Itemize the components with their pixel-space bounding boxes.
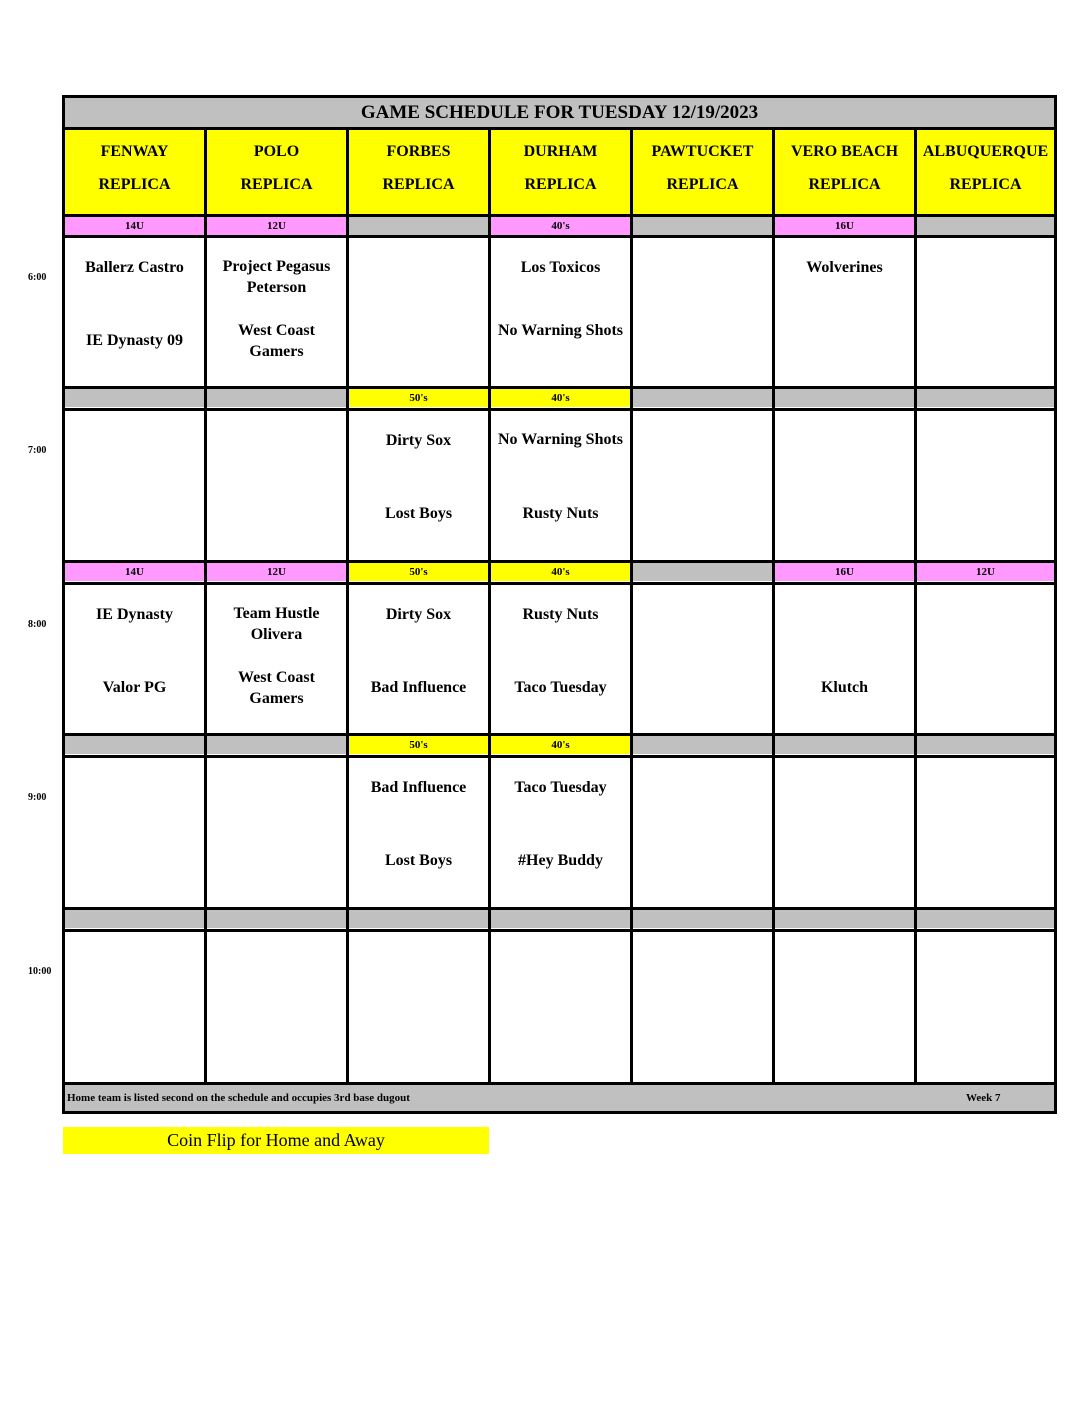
home-team: IE Dynasty 09 — [86, 332, 183, 349]
division-band — [917, 217, 1054, 235]
field-name: FORBES — [386, 143, 451, 160]
time-label: 6:00 — [28, 272, 47, 283]
grid-line — [65, 907, 1054, 910]
game-cell — [775, 758, 914, 904]
division-band: 16U — [775, 217, 914, 235]
time-label: 10:00 — [28, 966, 52, 977]
home-team: Taco Tuesday — [514, 679, 607, 696]
game-cell — [775, 585, 914, 731]
division-band — [349, 910, 488, 928]
grid-line — [65, 733, 1054, 736]
game-cell — [775, 411, 914, 557]
grid-line — [65, 560, 1054, 563]
division-band — [65, 910, 204, 928]
division-band — [633, 389, 772, 407]
division-band — [633, 736, 772, 754]
division-band — [917, 389, 1054, 407]
schedule-title: GAME SCHEDULE FOR TUESDAY 12/19/2023 — [65, 98, 1054, 130]
game-cell — [491, 758, 630, 904]
division-band: 40's — [491, 563, 630, 581]
field-sub: REPLICA — [524, 176, 597, 193]
grid-line — [65, 386, 1054, 389]
field-header-pawtucket — [633, 130, 772, 216]
division-band — [349, 217, 488, 235]
division-band: 12U — [917, 563, 1054, 581]
division-band: 12U — [207, 217, 346, 235]
grid-line — [772, 127, 775, 1082]
game-cell — [633, 585, 772, 731]
time-label: 8:00 — [28, 619, 47, 630]
game-cell — [491, 238, 630, 384]
division-band: 14U — [65, 217, 204, 235]
game-cell — [207, 411, 346, 557]
game-cell — [349, 932, 488, 1078]
division-band: 14U — [65, 563, 204, 581]
game-cell — [207, 585, 346, 731]
field-header-albuquerque — [917, 130, 1054, 216]
game-cell — [917, 932, 1054, 1078]
away-team: Dirty Sox — [385, 432, 452, 449]
field-header-vero-beach — [775, 130, 914, 216]
grid-line — [346, 127, 349, 1082]
division-band — [633, 217, 772, 235]
away-team: Ballerz Castro — [85, 259, 184, 276]
field-sub: REPLICA — [98, 176, 171, 193]
division-band: 12U — [207, 563, 346, 581]
game-cell — [349, 238, 488, 384]
game-cell — [207, 932, 346, 1078]
field-name: VERO BEACH — [790, 143, 899, 160]
game-cell — [65, 585, 204, 731]
away-team: Wolverines — [806, 259, 883, 276]
grid-line — [65, 235, 1054, 238]
grid-line — [630, 127, 633, 1082]
field-header-fenway — [65, 130, 204, 216]
field-sub: REPLICA — [808, 176, 881, 193]
field-name: FENWAY — [100, 143, 169, 160]
away-team: IE Dynasty — [96, 606, 173, 623]
schedule-table — [62, 95, 1057, 1114]
division-band — [633, 910, 772, 928]
game-cell — [633, 238, 772, 384]
game-cell — [349, 585, 488, 731]
home-team: #Hey Buddy — [518, 852, 603, 869]
away-team: Rusty Nuts — [522, 606, 599, 623]
field-header-forbes — [349, 130, 488, 216]
division-band — [207, 910, 346, 928]
field-sub: REPLICA — [382, 176, 455, 193]
game-cell — [491, 932, 630, 1078]
game-cell — [633, 758, 772, 904]
division-band: 50's — [349, 563, 488, 581]
field-sub: REPLICA — [240, 176, 313, 193]
coin-flip-note: Coin Flip for Home and Away — [63, 1127, 489, 1154]
home-team: Bad Influence — [370, 679, 467, 696]
home-team: Klutch — [820, 679, 869, 696]
away-team: Team Hustle Olivera — [233, 605, 320, 643]
grid-line — [914, 127, 917, 1082]
division-band — [917, 736, 1054, 754]
game-cell — [491, 585, 630, 731]
grid-line — [65, 582, 1054, 585]
division-band — [917, 910, 1054, 928]
grid-line — [65, 214, 1054, 217]
game-cell — [917, 585, 1054, 731]
game-cell — [207, 758, 346, 904]
field-name: ALBUQUERQUE — [922, 143, 1049, 160]
game-cell — [65, 932, 204, 1078]
grid-line — [65, 929, 1054, 932]
home-team: No Warning Shots — [497, 322, 624, 339]
home-team: West Coast Gamers — [238, 669, 315, 707]
game-cell — [633, 411, 772, 557]
time-label: 9:00 — [28, 792, 47, 803]
grid-line — [204, 127, 207, 1082]
game-cell — [917, 758, 1054, 904]
division-band — [491, 910, 630, 928]
field-name: DURHAM — [523, 143, 598, 160]
field-sub: REPLICA — [949, 176, 1022, 193]
game-cell — [65, 411, 204, 557]
game-cell — [775, 932, 914, 1078]
division-band — [775, 736, 914, 754]
away-team: Taco Tuesday — [514, 779, 607, 796]
field-sub: REPLICA — [666, 176, 739, 193]
division-band — [633, 563, 772, 581]
game-cell — [207, 238, 346, 384]
game-cell — [349, 411, 488, 557]
away-team: Dirty Sox — [385, 606, 452, 623]
division-band — [207, 389, 346, 407]
field-header-polo — [207, 130, 346, 216]
time-label: 7:00 — [28, 445, 47, 456]
division-band: 40's — [491, 389, 630, 407]
game-cell — [633, 932, 772, 1078]
game-cell — [775, 238, 914, 384]
division-band — [65, 389, 204, 407]
home-team: Rusty Nuts — [522, 505, 599, 522]
game-cell — [65, 238, 204, 384]
field-header-durham — [491, 130, 630, 216]
schedule-footer — [65, 1085, 1054, 1111]
division-band: 40's — [491, 736, 630, 754]
division-band: 16U — [775, 563, 914, 581]
game-cell — [491, 411, 630, 557]
division-band — [207, 736, 346, 754]
division-band — [65, 736, 204, 754]
field-name: PAWTUCKET — [651, 143, 754, 160]
away-team: No Warning Shots — [497, 431, 624, 448]
grid-line — [488, 127, 491, 1082]
home-team: Lost Boys — [384, 505, 453, 522]
division-band: 50's — [349, 389, 488, 407]
game-cell — [917, 411, 1054, 557]
division-band — [775, 910, 914, 928]
grid-line — [65, 1082, 1054, 1085]
away-team: Project Pegasus Peterson — [222, 258, 331, 296]
away-team: Los Toxicos — [520, 259, 601, 276]
grid-line — [65, 755, 1054, 758]
game-cell — [349, 758, 488, 904]
home-team: Lost Boys — [384, 852, 453, 869]
game-cell — [917, 238, 1054, 384]
game-cell — [65, 758, 204, 904]
week-label: Week 7 — [966, 1092, 1001, 1104]
field-name: POLO — [253, 143, 300, 160]
home-team: Valor PG — [102, 679, 167, 696]
home-team-note: Home team is listed second on the schedule and occupies 3rd base dugout — [67, 1092, 410, 1104]
grid-line — [65, 408, 1054, 411]
division-band: 40's — [491, 217, 630, 235]
division-band: 50's — [349, 736, 488, 754]
division-band — [775, 389, 914, 407]
home-team: West Coast Gamers — [238, 322, 315, 360]
away-team: Bad Influence — [370, 779, 467, 796]
